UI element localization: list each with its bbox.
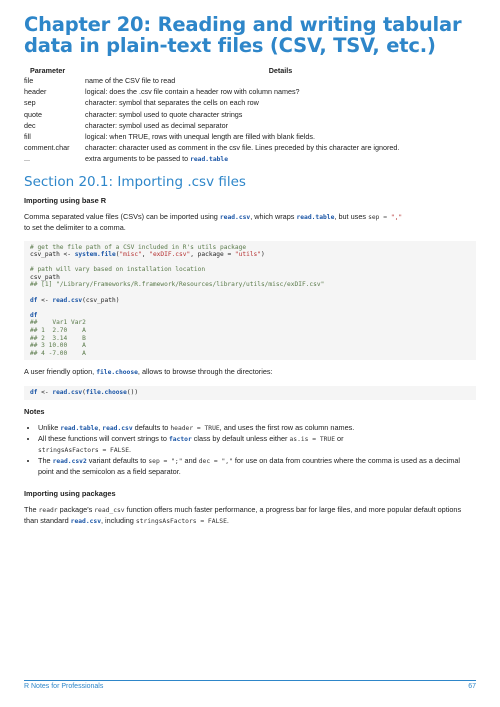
text: and (182, 455, 199, 465)
code-block-read-csv (24, 241, 476, 361)
read-csv-link[interactable]: read.csv (219, 213, 251, 221)
table-row (24, 132, 476, 143)
param-details: logical: when TRUE, rows with unequal length are filled with blank fields. (85, 131, 315, 141)
code-keyword: df (30, 296, 38, 304)
text: , including (101, 516, 136, 525)
code-function: system.file (74, 251, 116, 259)
code-function: read.csv (52, 388, 83, 396)
param-details: character: symbol that separates the cells on each row (85, 98, 259, 108)
code-output: ## 4 -7.00 A (30, 349, 86, 357)
table-row (24, 110, 476, 121)
text: function offers much faster performance, a progress bar for large files, and more popular default options than standard (24, 504, 462, 525)
code-line (30, 259, 470, 267)
inline-code: dec = "," (198, 457, 233, 465)
code-function: file.choose (85, 388, 127, 396)
text: Unlike (38, 422, 61, 432)
paragraph-readr (24, 505, 476, 528)
read-csv-link[interactable]: read.csv (70, 518, 101, 525)
code-comment: # path will vary based on installation location (30, 266, 206, 274)
text: class by default unless either (191, 433, 290, 443)
text: The (24, 504, 39, 514)
text: The (38, 455, 53, 465)
code-string: "exDIF.csv" (149, 251, 191, 259)
code-line (30, 304, 470, 312)
read-table-link[interactable]: read.table (296, 213, 335, 221)
list-item (38, 434, 476, 456)
code-line: csv_path (30, 273, 60, 281)
code-token: , package = (190, 251, 235, 259)
text: package's (57, 504, 95, 514)
param-name: fill (24, 131, 31, 141)
text: , (98, 422, 103, 432)
read-table-link[interactable]: read.table (60, 424, 99, 432)
code-string: "misc" (119, 251, 142, 259)
notes-list (24, 423, 476, 477)
code-token: csv_path <- (30, 251, 75, 259)
code-token: = (379, 213, 391, 221)
code-keyword: df (30, 388, 38, 396)
code-token: ()) (126, 388, 139, 396)
details-column-header: Details (268, 66, 293, 75)
text: A user friendly option, (24, 367, 97, 377)
section-title: Section 20.1: Importing .csv files (24, 173, 246, 190)
param-name: sep (24, 98, 36, 108)
inline-code (368, 214, 402, 221)
code-token: ( (82, 388, 86, 396)
table-row (24, 98, 476, 109)
param-details: name of the CSV file to read (85, 76, 176, 85)
text: , and uses the first row as column names. (219, 422, 355, 432)
param-name: ... (24, 154, 30, 164)
param-details: character: symbol used to quote character strings (85, 109, 243, 119)
text: to set the delimiter to a comma. (24, 223, 126, 232)
file-choose-link[interactable]: file.choose (96, 369, 138, 377)
table-row (24, 121, 476, 132)
inline-code: stringsAsFactors = FALSE (135, 518, 227, 525)
code-output: ## [1] "/Library/Frameworks/R.framework/Resources/library/utils/misc/exDIF.csv" (30, 281, 325, 289)
param-name: quote (24, 109, 42, 119)
table-row (24, 87, 476, 98)
page-footer (24, 680, 476, 690)
code-string: "utils" (234, 251, 261, 259)
param-name: comment.char (24, 143, 70, 153)
code-line (30, 389, 470, 397)
page-number: 67 (468, 683, 476, 690)
subheading-base-r: Importing using base R (24, 195, 107, 205)
code-token: <- (37, 296, 53, 304)
inline-code: stringsAsFactors = FALSE (38, 446, 129, 454)
list-item (38, 456, 476, 477)
list-item (38, 423, 476, 434)
code-token: (csv_path) (82, 296, 120, 304)
param-name: dec (24, 120, 36, 130)
factor-link[interactable]: factor (169, 435, 192, 443)
inline-code: sep = ";" (148, 457, 183, 465)
read-csv2-link[interactable]: read.csv2 (52, 457, 87, 465)
text: Comma separated value files (CSVs) can be imported using (24, 211, 220, 221)
text: , but uses (334, 211, 369, 221)
text: . (226, 516, 229, 525)
text: defaults to (132, 422, 171, 432)
text: for use on data from countries where the comma is used as a decimal point and the semicolon as a field separator. (38, 455, 460, 476)
text: or (335, 433, 344, 443)
parameter-table (24, 66, 476, 166)
code-comment: # get the file path of a CSV included in R's utils package (30, 243, 247, 251)
code-token: ( (115, 251, 120, 259)
inline-code: readr (38, 506, 58, 514)
code-line (30, 251, 470, 259)
text: All these functions will convert strings to (38, 433, 169, 443)
page (24, 14, 476, 535)
param-name: file (24, 76, 34, 85)
read-table-link[interactable]: read.table (190, 156, 229, 164)
code-token: sep (368, 213, 380, 221)
read-csv-link[interactable]: read.csv (102, 424, 133, 432)
text: . (129, 444, 132, 454)
param-details (85, 154, 476, 165)
code-output: ## 3 10.00 A (30, 342, 86, 350)
param-details: character: symbol used as decimal separator (85, 120, 229, 130)
subheading-notes: Notes (24, 406, 45, 416)
paragraph-file-choose (24, 367, 476, 379)
paragraph-read-csv (24, 212, 476, 234)
code-token: <- (37, 388, 53, 396)
table-row (24, 154, 476, 165)
param-name: header (24, 87, 47, 97)
table-row (24, 76, 476, 87)
code-keyword: df (30, 311, 38, 319)
book-title: R Notes for Professionals (24, 683, 104, 690)
code-line (30, 297, 470, 305)
text: , allows to browse through the directories: (137, 367, 273, 377)
text: , which wraps (250, 211, 297, 221)
inline-code: as.is = TRUE (289, 435, 335, 443)
code-block-file-choose (24, 386, 476, 400)
inline-code: read_csv (94, 506, 125, 514)
code-token: , (141, 251, 150, 259)
param-details: logical: does the .csv file contain a header row with column names? (85, 87, 300, 97)
chapter-title: Chapter 20: Reading and writing tabular data in plain-text files (CSV, TSV, etc.) (24, 13, 462, 57)
param-column-header: Parameter (30, 66, 66, 75)
code-function: read.csv (52, 296, 83, 304)
subheading-packages: Importing using packages (24, 488, 116, 498)
code-line (30, 289, 470, 297)
param-details-text: extra arguments to be passed to (85, 154, 191, 164)
code-token: ) (261, 251, 265, 259)
text: variant defaults to (86, 455, 149, 465)
code-output: ## 1 2.70 A (30, 327, 86, 335)
code-output: ## 2 3.14 B (30, 334, 86, 342)
inline-code: header = TRUE (170, 424, 220, 432)
param-details: character: character used as comment in the csv file. Lines preceded by this character are ignored. (85, 143, 400, 153)
table-row (24, 143, 476, 154)
code-string: "," (390, 213, 403, 221)
code-output: ## Var1 Var2 (30, 319, 86, 327)
